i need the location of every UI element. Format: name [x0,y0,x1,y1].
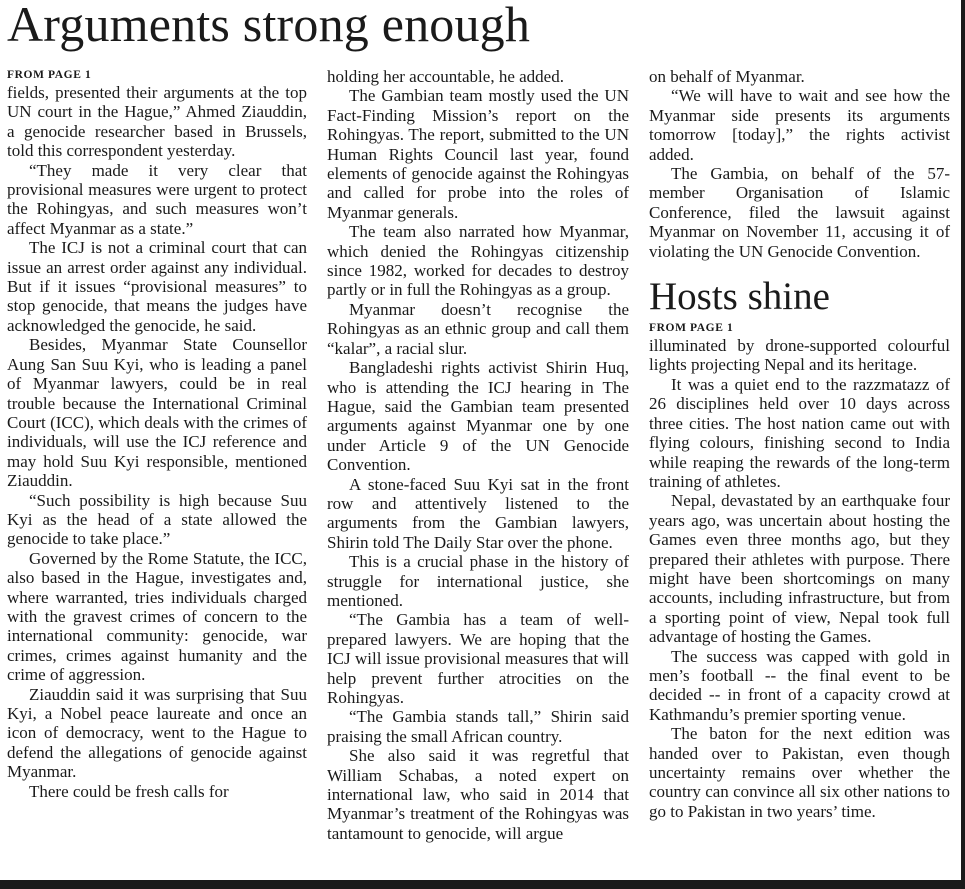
paragraph: Myanmar doesn’t recognise the Rohingyas as an ethnic group and call them “kalar”, a racial slur. [327,299,629,358]
paragraph: The Gambian team mostly used the UN Fact-Finding Mission’s report on the Rohingyas. The report, submitted to the UN Human Rights Council last year, found elements of genocide against the Rohingyas and called for probe into the roles of Myanmar generals. [327,86,629,222]
paragraph: The success was capped with gold in men’s football -- the final event to be decided -- in front of a capacity crowd at Kathmandu’s premier sporting venue. [649,646,950,724]
paragraph: illuminated by drone-supported colourful lights projecting Nepal and its heritage. [649,336,950,375]
paragraph: on behalf of Myanmar. [649,67,805,86]
paragraph: Besides, Myanmar State Counsellor Aung San Suu Kyi, who is leading a panel of Myanmar lawyers, could be in real trouble because the International Criminal Court (ICC), which deals with the crimes of individuals, will use the ICJ reference and may hold Suu Kyi responsible, mentioned Ziauddin. [7,335,307,491]
paragraph: “The Gambia has a team of well-prepared lawyers. We are hoping that the ICJ will issue provisional measures that will help prevent further atrocities on the Rohingyas. [327,610,629,707]
page-border-right [961,0,965,889]
paragraph: Governed by the Rome Statute, the ICC, also based in the Hague, investigates and, where warranted, tries individuals charged with the gravest crimes of concern to the international community: genocide, war crimes, crimes against humanity and the crime of aggression. [7,548,307,685]
paragraph: holding her accountable, he added. [327,67,564,86]
paragraph: fields, presented their arguments at the top UN court in the Hague,” Ahmed Ziauddin, a genocide researcher based in Brussels, told this correspondent yesterday. [7,83,307,161]
paragraph: “Such possibility is high because Suu Kyi as the head of a state allowed the genocide to take place.” [7,490,307,549]
paragraph: “They made it very clear that provisional measures were urgent to protect the Rohingyas, and such measures won’t affect Myanmar as a state.” [7,160,307,238]
paragraph: A stone-faced Suu Kyi sat in the front row and attentively listened to the arguments from the Gambian lawyers, Shirin told The Daily Star over the phone. [327,474,629,552]
paragraph: The ICJ is not a criminal court that can issue an arrest order against any individual. But if it issues “provisional measures” to stop genocide, that means the judges have acknowledged the genocide, he said. [7,238,307,335]
column-2 [327,67,629,843]
subheadline: Hosts shine [649,275,830,319]
paragraph: Nepal, devastated by an earthquake four years ago, was uncertain about hosting the Games even three months ago, but they prepared their athletes with purpose. There might have been shortcomings on many accounts, including infrastructure, but from a sporting point of view, Nepal took full advantage of hosting the Games. [649,491,950,647]
paragraph: Ziauddin said it was surprising that Suu Kyi, a Nobel peace laureate and once an icon of democracy, went to the Hague to defend the allegations of genocide against Myanmar. [7,684,307,782]
headline: Arguments strong enough [7,0,531,52]
paragraph: The Gambia, on behalf of the 57-member Organisation of Islamic Conference, filed the lawsuit against Myanmar on November 11, accusing it of violating the UN Genocide Convention. [649,164,950,261]
from-page-label: FROM PAGE 1 [649,322,734,335]
column-3 [649,67,950,821]
paragraph: This is a crucial phase in the history of struggle for international justice, she mentioned. [327,552,629,610]
paragraph: There could be fresh calls for [29,781,229,801]
paragraph: It was a quiet end to the razzmatazz of 26 disciplines held over 10 days across three cities. The host nation came out with flying colours, finishing second to India while reaping the rewards of the long-term training of athletes. [649,374,950,491]
page-border-bottom [0,880,965,889]
paragraph: Bangladeshi rights activist Shirin Huq, who is attending the ICJ hearing in The Hague, said the Gambian team presented arguments against Myanmar one by one under Article 9 of the UN Genocide Convention. [327,358,629,475]
paragraph: The team also narrated how Myanmar, which denied the Rohingyas citizenship since 1982, worked for decades to destroy partly or in full the Rohingyas as a group. [327,222,629,300]
paragraph: The baton for the next edition was handed over to Pakistan, even though uncertainty remains over whether the country can convince all six other nations to go to Pakistan in two years’ time. [649,724,950,821]
paragraph: “We will have to wait and see how the Myanmar side presents its arguments tomorrow [today],” the rights activist added. [649,86,950,164]
paragraph: “The Gambia stands tall,” Shirin said praising the small African country. [327,707,629,746]
column-1 [7,67,307,801]
from-page-label: FROM PAGE 1 [7,69,92,81]
paragraph: She also said it was regretful that William Schabas, a noted expert on international law, who said in 2014 that Myanmar’s treatment of the Rohingyas was tantamount to genocide, will argue [327,746,629,843]
